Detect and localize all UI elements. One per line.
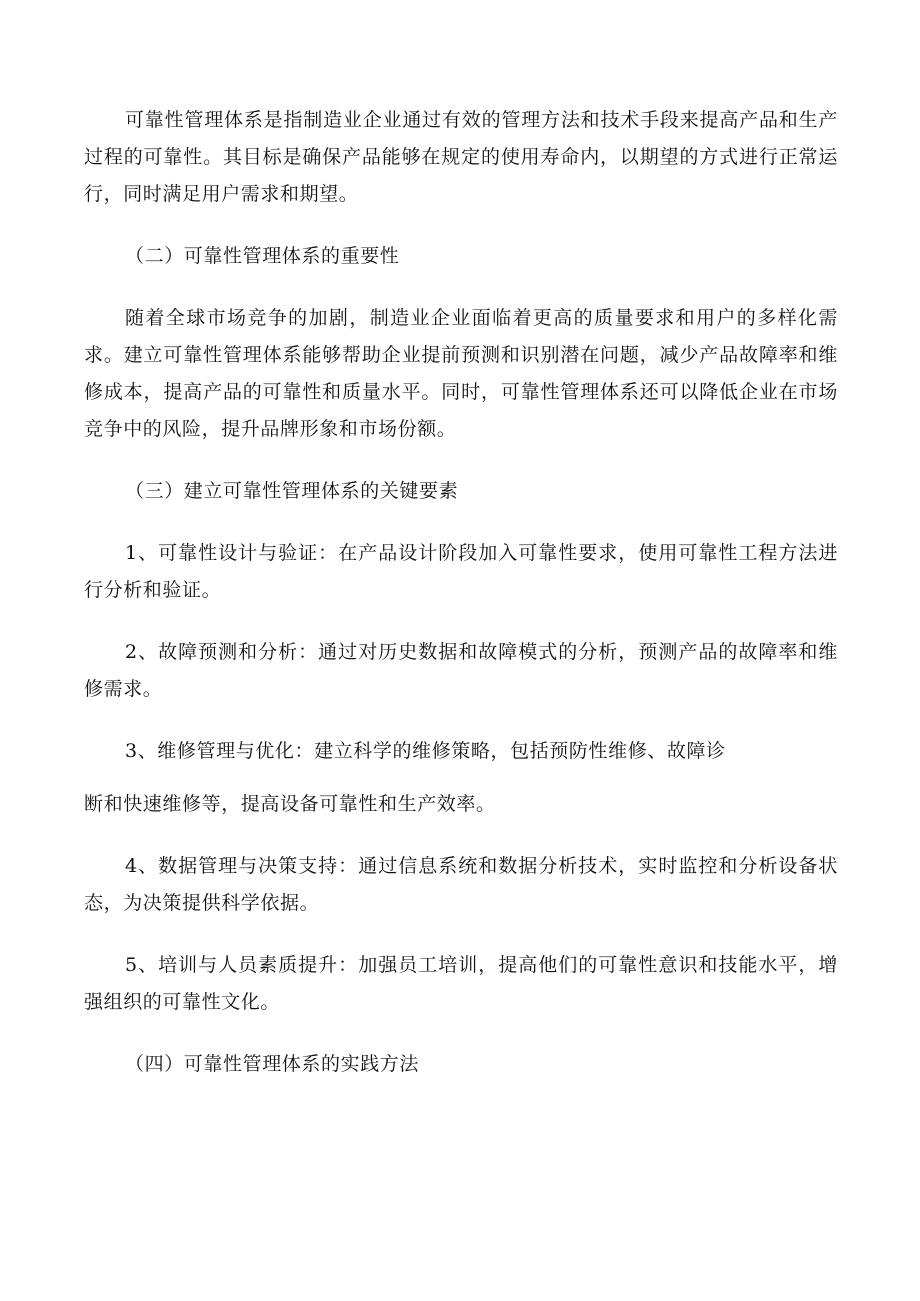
paragraph-importance: 随着全球市场竞争的加剧，制造业企业面临着更高的质量要求和用户的多样化需求。建立可靠性管理体系能够帮助企业提前预测和识别潜在问题，减少产品故障率和维修成本，提高产品的可靠性和质量水平。同时，可靠性管理体系还可以降低企业在市场竞争中的风险，提升品牌形象和市场份额。	[84, 307, 838, 440]
list-item-data-management: 4、数据管理与决策支持：通过信息系统和数据分析技术，实时监控和分析设备状态，为决策提供科学依据。	[84, 855, 838, 914]
paragraph-definition: 可靠性管理体系是指制造业企业通过有效的管理方法和技术手段来提高产品和生产过程的可靠性。其目标是确保产品能够在规定的使用寿命内，以期望的方式进行正常运行，同时满足用户需求和期望。	[84, 109, 838, 205]
list-item-design-verification: 1、可靠性设计与验证：在产品设计阶段加入可靠性要求，使用可靠性工程方法进行分析和验证。	[84, 542, 838, 601]
document-page	[84, 102, 838, 1108]
section-heading-importance: （二）可靠性管理体系的重要性	[125, 245, 400, 267]
list-item-maintenance-line-1: 3、维修管理与优化：建立科学的维修策略，包括预防性维修、故障诊	[125, 740, 726, 762]
list-item-maintenance	[84, 733, 838, 823]
section-heading-practice-methods: （四）可靠性管理体系的实践方法	[125, 1053, 420, 1075]
list-item-training: 5、培训与人员素质提升：加强员工培训，提高他们的可靠性意识和技能水平，增强组织的可靠性文化。	[84, 954, 838, 1013]
list-item-maintenance-line-2: 断和快速维修等，提高设备可靠性和生产效率。	[84, 793, 496, 815]
section-heading-key-elements: （三）建立可靠性管理体系的关键要素	[125, 480, 459, 502]
list-item-fault-prediction: 2、故障预测和分析：通过对历史数据和故障模式的分析，预测产品的故障率和维修需求。	[84, 641, 838, 700]
